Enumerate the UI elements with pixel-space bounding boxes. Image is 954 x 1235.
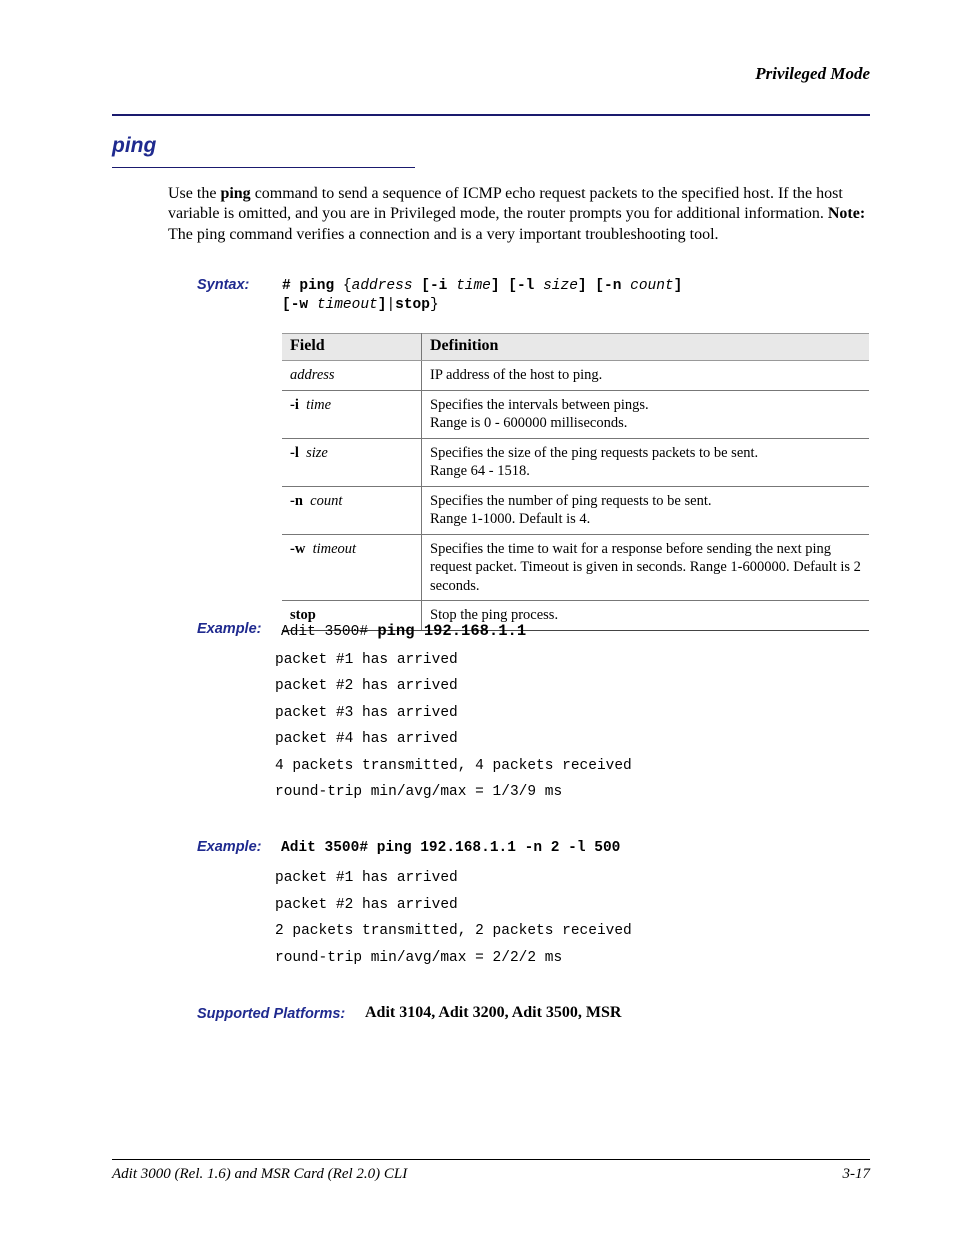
definition-line: Range 64 - 1518. bbox=[430, 463, 530, 479]
field-flag: -n bbox=[290, 492, 303, 509]
platforms-label: Supported Platforms: bbox=[197, 1006, 346, 1022]
parameter-table bbox=[282, 333, 869, 631]
intro-command-name: ping bbox=[220, 185, 251, 202]
example2-command bbox=[281, 840, 620, 856]
definition-cell bbox=[422, 390, 870, 438]
syntax-token: { bbox=[342, 278, 352, 294]
page-number: 3-17 bbox=[842, 1166, 870, 1182]
example1-label: Example: bbox=[197, 621, 262, 637]
field-param: size bbox=[306, 444, 328, 461]
intro-text-2: command to send a sequence of ICMP echo request packets to the specified host. If the host variable is omitted, and you are in Privileged mode, the router prompts you for additional information. bbox=[168, 185, 843, 223]
intro-paragraph bbox=[168, 184, 868, 245]
column-header-definition: Definition bbox=[422, 334, 870, 361]
example2-output-line: packet #2 has arrived bbox=[275, 897, 458, 913]
intro-text-3: The ping command verifies a connection and is a very important troubleshooting tool. bbox=[168, 225, 719, 243]
example1-output-line: packet #4 has arrived bbox=[275, 731, 458, 747]
definition-line: Range is 0 - 600000 milliseconds. bbox=[430, 415, 628, 431]
syntax-token: ] bbox=[673, 278, 683, 294]
table-row bbox=[282, 534, 869, 601]
field-cell bbox=[282, 390, 422, 438]
column-header-field: Field bbox=[282, 334, 422, 361]
syntax-token: ] bbox=[377, 297, 387, 313]
footer-rule bbox=[112, 1159, 870, 1160]
example1-output-line: round-trip min/avg/max = 1/3/9 ms bbox=[275, 784, 563, 800]
footer-doc-title: Adit 3000 (Rel. 1.6) and MSR Card (Rel 2.0) CLI bbox=[112, 1166, 408, 1182]
example1-output-line: packet #2 has arrived bbox=[275, 678, 458, 694]
syntax-line-1 bbox=[282, 277, 682, 296]
table-row bbox=[282, 438, 869, 486]
definition-cell bbox=[422, 486, 870, 534]
syntax-label: Syntax: bbox=[197, 277, 250, 293]
definition-line: Specifies the number of ping requests to be sent. bbox=[430, 492, 712, 509]
syntax-token: count bbox=[630, 278, 674, 294]
example1-prompt: Adit 3500# bbox=[281, 624, 369, 640]
syntax-token: timeout bbox=[316, 297, 378, 313]
intro-text-1: Use the bbox=[168, 185, 221, 202]
field-cell bbox=[282, 361, 422, 391]
table-row bbox=[282, 361, 869, 391]
heading-rule bbox=[112, 167, 415, 168]
field-param: timeout bbox=[312, 540, 357, 557]
definition-line: Specifies the intervals between pings. bbox=[430, 396, 649, 413]
platforms-value: Adit 3104, Adit 3200, Adit 3500, MSR bbox=[365, 1004, 622, 1021]
table-row bbox=[282, 486, 869, 534]
definition-cell bbox=[422, 534, 870, 601]
field-flag: stop bbox=[290, 607, 316, 623]
field-flag: -l bbox=[290, 444, 299, 461]
definition-line: Specifies the time to wait for a response before sending the next ping request packet. Timeout is given in seconds. Range 1-600000. Default is 2 seconds. bbox=[430, 540, 861, 594]
running-header: Privileged Mode bbox=[755, 64, 870, 83]
intro-note-label: Note: bbox=[827, 205, 866, 223]
syntax-line-2 bbox=[282, 296, 439, 315]
definition-cell bbox=[422, 361, 870, 391]
syntax-token: size bbox=[543, 278, 578, 294]
example2-prompt: Adit 3500# bbox=[281, 840, 369, 856]
field-flag: -i bbox=[290, 396, 299, 413]
syntax-token: ] [-n bbox=[577, 278, 631, 294]
syntax-token: | bbox=[386, 297, 396, 313]
definition-line: Range 1-1000. Default is 4. bbox=[430, 511, 591, 527]
example2-output-line: 2 packets transmitted, 2 packets received bbox=[275, 923, 632, 939]
field-cell bbox=[282, 486, 422, 534]
table-row bbox=[282, 390, 869, 438]
definition-line: Stop the ping process. bbox=[430, 607, 559, 623]
syntax-token: } bbox=[429, 297, 439, 313]
syntax-token: ] [-l bbox=[490, 278, 544, 294]
table-header-row bbox=[282, 334, 869, 361]
syntax-token: stop bbox=[395, 297, 430, 313]
field-cell bbox=[282, 534, 422, 601]
example2-label: Example: bbox=[197, 839, 262, 855]
example2-output-line: round-trip min/avg/max = 2/2/2 ms bbox=[275, 950, 563, 966]
header-rule bbox=[112, 114, 870, 116]
syntax-token: time bbox=[456, 278, 491, 294]
example1-output-line: 4 packets transmitted, 4 packets received bbox=[275, 758, 632, 774]
definition-line: IP address of the host to ping. bbox=[430, 367, 603, 383]
field-flag: -w bbox=[290, 540, 306, 557]
example1-output-line: packet #1 has arrived bbox=[275, 652, 458, 668]
syntax-token: # ping bbox=[282, 278, 343, 294]
example1-output-line: packet #3 has arrived bbox=[275, 705, 458, 721]
example1-command bbox=[281, 622, 526, 640]
page-heading: ping bbox=[112, 134, 157, 157]
field-cell bbox=[282, 438, 422, 486]
example2-output-line: packet #1 has arrived bbox=[275, 870, 458, 886]
field-param: address bbox=[290, 367, 335, 383]
definition-line: Specifies the size of the ping requests packets to be sent. bbox=[430, 444, 759, 461]
example2-ping-command: ping 192.168.1.1 -n 2 -l 500 bbox=[368, 840, 621, 856]
field-param: count bbox=[310, 492, 343, 509]
syntax-token: address bbox=[351, 278, 413, 294]
syntax-token: [-w bbox=[282, 297, 317, 313]
example1-ping-command: ping 192.168.1.1 bbox=[368, 622, 527, 640]
definition-cell bbox=[422, 438, 870, 486]
syntax-token: [-i bbox=[412, 278, 457, 294]
field-param: time bbox=[306, 396, 332, 413]
